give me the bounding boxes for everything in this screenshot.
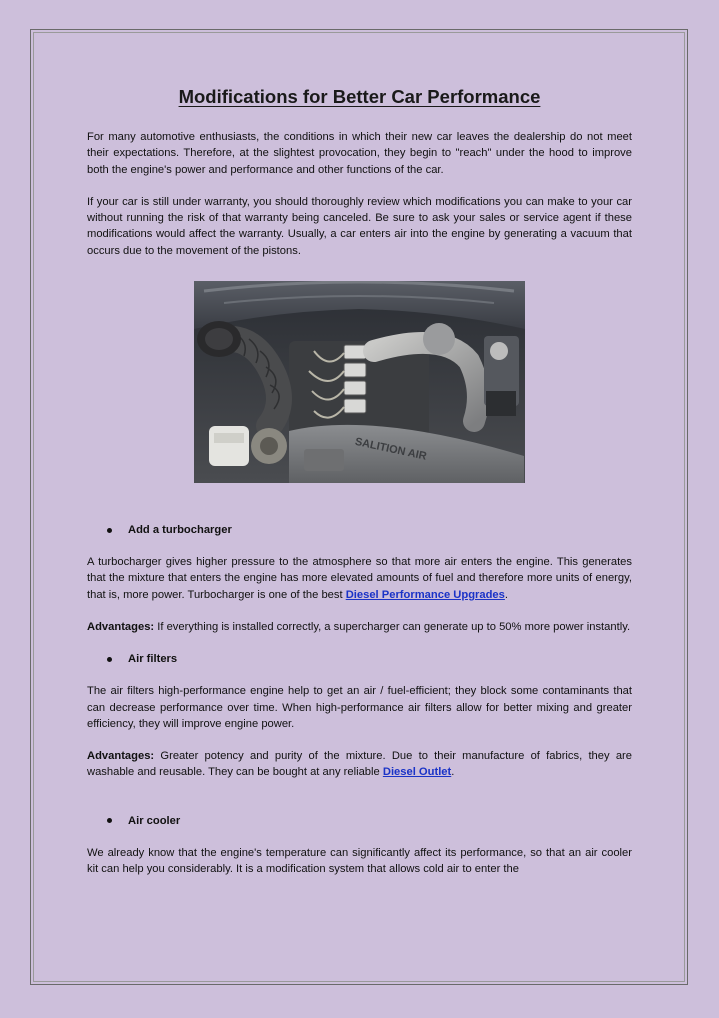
turbo-paragraph (87, 554, 632, 603)
engine-figure (87, 281, 632, 483)
document-body (87, 86, 632, 877)
turbo-adv-text: If everything is installed correctly, a supercharger can generate up to 50% more power instantly. (154, 620, 631, 633)
intro-paragraph: For many automotive enthusiasts, the conditions in which their new car leaves the dealership do not meet their expectations. Therefore, at the slightest provocation, they begin to "reach" under the hood to improve both the engine's power and performance and other functions of the car. (87, 131, 632, 176)
turbo-heading: Add a turbocharger (128, 524, 232, 537)
turbo-adv-label: Advantages: (87, 620, 155, 633)
filters-paragraph: The air filters high-performance engine help to get an air / fuel-efficient; they block some contaminants that can decrease performance over time. When high-performance air filters allow for better mixing and greater efficiency, they will improve engine power. (87, 685, 632, 730)
bullet-turbo (107, 522, 632, 538)
bullet-filters (107, 651, 632, 667)
diesel-outlet-link[interactable]: Diesel Outlet (382, 766, 452, 779)
cover-embossed-text: SALITION AIR (353, 435, 428, 463)
bullet-dot (107, 528, 112, 533)
filters-heading: Air filters (128, 653, 178, 666)
cooler-heading: Air cooler (128, 814, 181, 827)
bullet-dot (107, 818, 112, 823)
bullet-dot (107, 657, 112, 662)
page-title: Modifications for Better Car Performance (178, 86, 541, 107)
cooler-paragraph: We already know that the engine's temperature can significantly affect its performance, so that an air cooler kit can help you considerably. It is a modification system that allows cold air to enter the (87, 846, 632, 876)
filters-adv-label: Advantages: (87, 750, 155, 763)
turbo-link-period: . (504, 588, 508, 601)
filters-link-period: . (451, 766, 455, 779)
turbo-body: A turbocharger gives higher pressure to the atmosphere so that more air enters the engine. This generates that the mixture that enters the engine has more elevated amounts of fuel and therefore more units of energy, that is, more power. Turbocharger is one of the best (87, 556, 632, 601)
warranty-paragraph: If your car is still under warranty, you should thoroughly review which modifications you can make to your car without running the risk of that warranty being canceled. Be sure to ask your sales or service agent if these modifications would affect the warranty. Usually, a car enters air into the engine by generating a vacuum that occurs due to the movement of the pistons. (87, 195, 632, 257)
filters-advantages (87, 748, 632, 781)
engine-bay-photo (194, 281, 525, 483)
diesel-performance-upgrades-link[interactable]: Diesel Performance Upgrades (345, 588, 505, 601)
filters-adv-text: Greater potency and purity of the mixture. Due to their manufacture of fabrics, they are washable and reusable. They can be bought at any reliable (87, 750, 632, 779)
turbo-advantages (87, 619, 632, 635)
bullet-cooler (107, 813, 632, 829)
